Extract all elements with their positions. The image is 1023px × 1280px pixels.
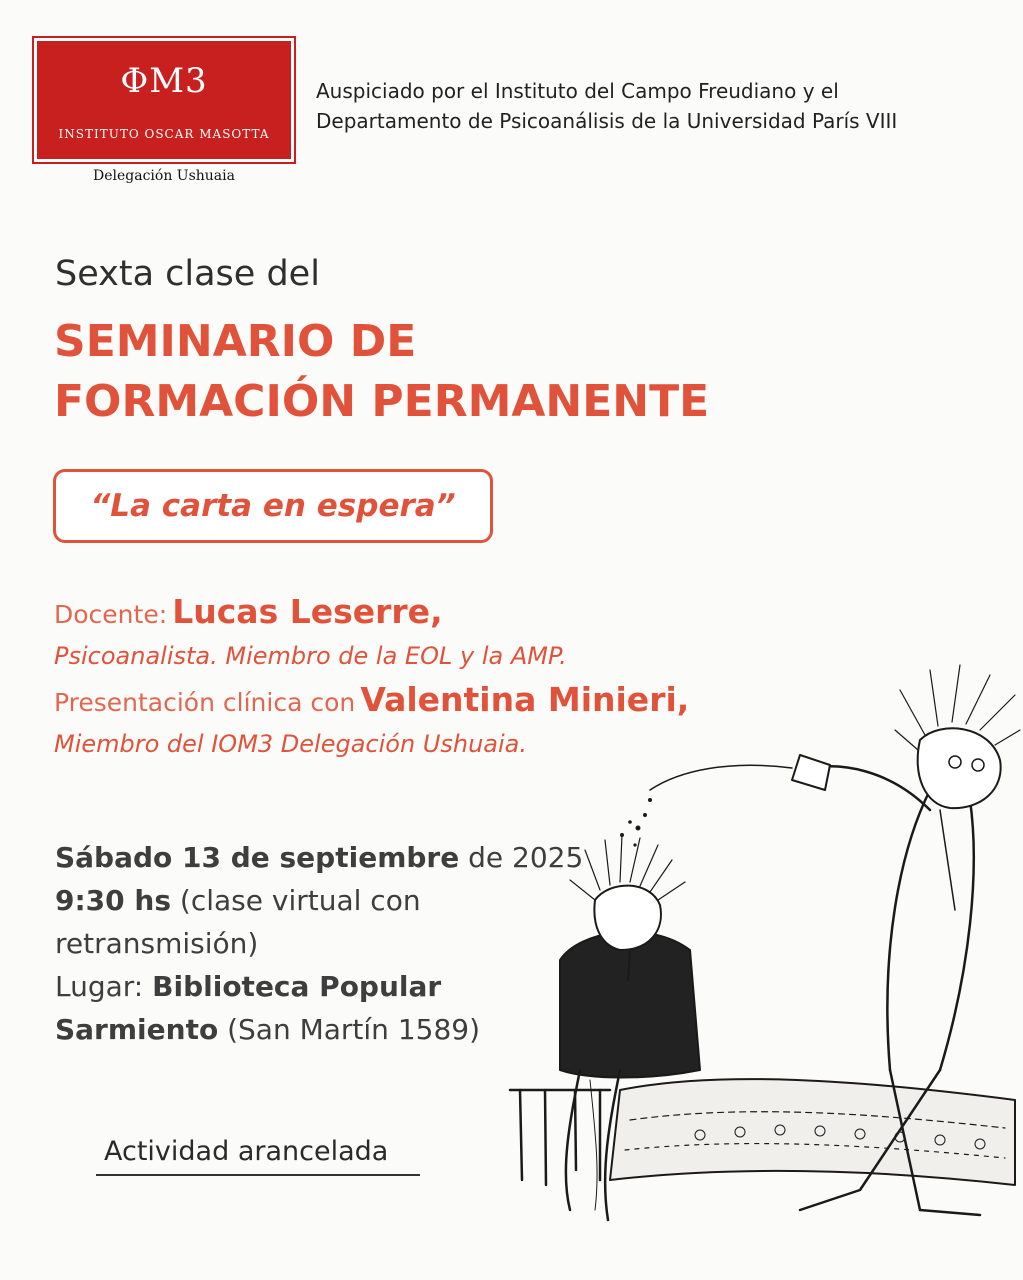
institute-logo	[32, 36, 296, 164]
presenter-description: Miembro del IOM3 Delegación Ushuaia.	[54, 730, 528, 758]
fee-note-underline	[96, 1174, 420, 1176]
event-place-label: Lugar:	[55, 970, 153, 1003]
seminar-title-line-2: FORMACIÓN PERMANENTE	[54, 376, 710, 427]
sponsor-line-2: Departamento de Psicoanálisis de la Universidad París VIII	[316, 109, 898, 133]
presenter-name: Valentina Minieri	[360, 680, 677, 719]
event-time-continued: retransmisión)	[55, 927, 259, 960]
presenter-punct: ,	[676, 680, 690, 719]
event-time-rest: (clase virtual con	[171, 884, 421, 917]
teacher-name: Lucas Leserre	[172, 592, 431, 631]
rug	[610, 1079, 1015, 1185]
logo-panel	[37, 41, 291, 159]
sketch-illustration	[500, 650, 1023, 1250]
teacher-description: Psicoanalista. Miembro de la EOL y la AMP.	[54, 642, 567, 670]
logo-delegation: Delegación Ushuaia	[93, 168, 235, 184]
event-place-bold-2: Sarmiento	[55, 1013, 219, 1046]
event-date-bold: Sábado 13 de septiembre	[55, 841, 460, 874]
seminar-title	[54, 312, 954, 432]
teacher-label: Docente:	[54, 600, 168, 629]
sponsor-text	[316, 76, 1016, 136]
event-place-bold-1: Biblioteca Popular	[152, 970, 442, 1003]
logo-institute-name: INSTITUTO OSCAR MASOTTA	[58, 127, 270, 141]
fee-note: Actividad arancelada	[104, 1136, 389, 1167]
presenter-label: Presentación clínica con	[54, 688, 356, 717]
teacher-line	[54, 590, 834, 634]
logo-mark: ΦM3	[120, 61, 208, 101]
event-time-bold: 9:30 hs	[55, 884, 171, 917]
event-place-address: (San Martín 1589)	[218, 1013, 481, 1046]
sponsor-line-1: Auspiciado por el Instituto del Campo Freudiano y el	[316, 79, 839, 103]
seminar-title-line-1: SEMINARIO DE	[54, 316, 417, 367]
class-title: “La carta en espera”	[90, 488, 456, 524]
class-title-box	[53, 469, 493, 543]
heading-kicker: Sexta clase del	[55, 254, 320, 294]
teacher-punct: ,	[430, 592, 443, 631]
event-date-rest: de 2025	[459, 841, 584, 874]
